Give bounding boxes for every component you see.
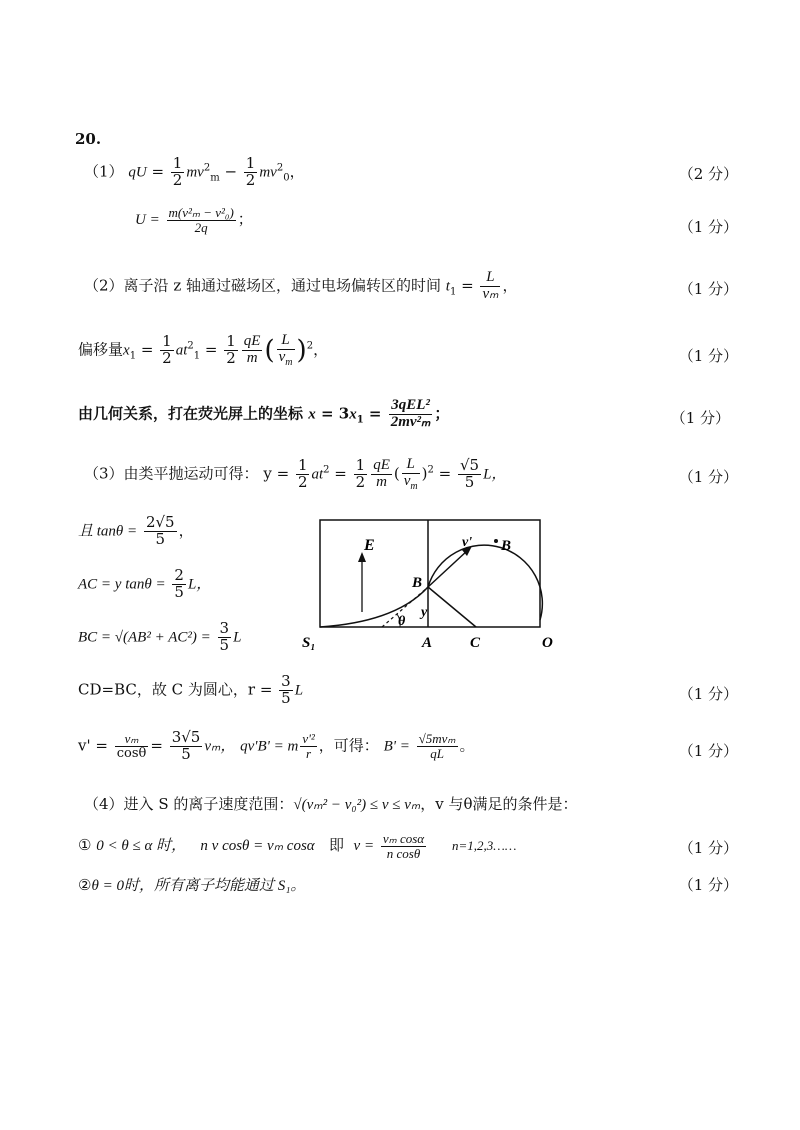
force-tail: ，可得：	[318, 736, 379, 755]
part2-time-points: （1 分）	[678, 280, 738, 298]
label-v-prime: v'	[462, 535, 473, 550]
bc-line	[78, 621, 241, 654]
part2-label: （2）	[84, 276, 124, 295]
label-y: y	[421, 605, 428, 620]
cd-num: 3	[281, 672, 291, 690]
v-eq: =	[150, 736, 163, 755]
label-B-field: B	[501, 538, 512, 554]
label-theta: θ	[398, 614, 406, 629]
cd-points: （1 分）	[678, 685, 738, 703]
label-B-point: B	[412, 575, 423, 591]
part2-geo-points: （1 分）	[670, 409, 730, 427]
part4-cond: ，v 与θ满足的条件是：	[420, 795, 578, 813]
offset-text: 偏移量	[78, 340, 124, 359]
field-box	[320, 520, 540, 627]
ac-line	[78, 568, 211, 601]
cond1-n: n=1,2,3……	[451, 838, 517, 854]
geo-text: 由几何关系，打在荧光屏上的坐标	[78, 404, 304, 423]
cd-text: CD=BC，故 C 为圆心，	[78, 680, 248, 699]
vprime-points: （1 分）	[678, 742, 738, 760]
v-den2: 5	[181, 744, 191, 763]
tan-text: 且 tanθ =	[78, 523, 138, 540]
part4-range-expr: √(vₘ² − v₀²) ≤ v ≤ vₘ	[293, 797, 421, 813]
eq1-half-num: 1	[172, 154, 183, 172]
part1-eq1-points: （2 分）	[678, 165, 738, 183]
eq1-term-a: mv	[186, 164, 204, 181]
cond2-points: （1 分）	[678, 876, 738, 894]
tan-num: 2√5	[145, 513, 175, 531]
cond1-v: v =	[353, 838, 375, 855]
problem-number: 20.	[75, 130, 102, 148]
y-lhs: y =	[263, 464, 290, 483]
part4-range	[84, 793, 578, 814]
bc-den: 5	[219, 635, 230, 654]
part1-eq1: （1） qU = $\frac{1}{2}$ $mv^2_m$ − $\frac{1}{2}$ $mv^2_0$，	[84, 154, 305, 189]
cd-r: r =	[247, 680, 273, 699]
part3-y: （3）由类平抛运动可得： y = $\frac{1}{2}$ $at^2$ = $\frac{1}{2}$ $\frac{qE}{m}$ ( $\frac{L}{v_m}$ )$^2$ = $\frac{√5}{5}$ L，	[84, 456, 507, 492]
bc-tail: L	[233, 629, 242, 646]
cond2-mark: ②	[78, 876, 92, 894]
part1-eq2	[135, 206, 253, 234]
t-num: L	[480, 270, 500, 287]
eq1-term-b: mv	[259, 164, 277, 181]
geometry-diagram	[296, 512, 566, 657]
y-rhs: L，	[483, 466, 507, 483]
eq2-den: 2q	[194, 219, 208, 235]
eq2-num: m(v²ₘ − v²₀)	[168, 205, 234, 220]
eq1-sub-0: 0	[283, 172, 290, 184]
part2-offset: 偏移量$x_1$ = $\frac{1}{2}$ $at^2_1$ = $\frac{1}{2}$ $\frac{qE}{m}$ ( $\frac{L}{v_m}$ )$^2$，	[78, 332, 329, 368]
cond2-line	[78, 874, 305, 895]
geo-tail: ；	[434, 404, 450, 423]
eq1-half-den: 2	[172, 170, 183, 189]
part3-label: （3）	[84, 464, 124, 483]
label-E: E	[364, 537, 375, 554]
b-tail: 。	[459, 736, 475, 755]
part2-geo: 由几何关系，打在荧光屏上的坐标 $x = 3x_1$ = $\frac{\text{3qEL²}}{\text{2mv²ₘ}}$ ；	[78, 397, 450, 430]
part1-eq2-points: （1 分）	[678, 218, 738, 236]
eq1-lhs: qU	[128, 164, 147, 181]
label-S1: S₁	[302, 635, 316, 651]
label-C: C	[470, 635, 481, 651]
tan-line	[78, 515, 194, 548]
eq1-tail: ，	[289, 162, 305, 181]
bc-num: 3	[219, 619, 230, 637]
v-den: cosθ	[116, 745, 147, 761]
label-A: A	[422, 635, 433, 651]
part1-label: （1）	[84, 162, 124, 181]
t-lhs: t	[445, 278, 450, 295]
offset-x: x	[123, 342, 130, 359]
b-num: √5mvₘ	[418, 731, 456, 747]
part3-text: 由类平抛运动可得：	[123, 464, 259, 483]
v-tail: vₘ，	[204, 738, 236, 755]
cd-den: 5	[281, 688, 291, 707]
part2-offset-points: （1 分）	[678, 347, 738, 365]
ac-text: AC = y tanθ =	[78, 576, 166, 593]
part4-label: （4）	[84, 795, 124, 813]
velocity-arrow	[428, 550, 468, 587]
part4-text: 进入 S 的离子速度范围：	[123, 795, 294, 813]
part2-text: 离子沿 z 轴通过磁场区，通过电场偏转区的时间	[123, 276, 441, 295]
tan-tail: ，	[178, 521, 194, 540]
t-den: vₘ	[482, 285, 499, 302]
part3-y-points: （1 分）	[678, 468, 738, 486]
label-O: O	[542, 635, 553, 651]
cond2-text: θ = 0时，所有离子均能通过 S₁。	[91, 878, 306, 894]
ac-tail: L，	[187, 576, 212, 593]
t-tail: ，	[502, 276, 518, 295]
eq1-sub-m: m	[210, 172, 220, 184]
force-num: v'²	[302, 731, 315, 747]
cd-tail: L	[294, 682, 304, 699]
cond1-text: 0 < θ ≤ α 时，	[96, 838, 187, 855]
t-sub: 1	[449, 286, 457, 298]
force-text: qv'B' = m	[240, 738, 299, 755]
v-num: vₘ	[115, 732, 149, 747]
v-text: v' =	[78, 736, 108, 755]
tan-den: 5	[155, 529, 166, 548]
b-den: qL	[430, 745, 444, 761]
b-lhs: B' =	[383, 738, 410, 755]
eq1-half-num-2: 1	[245, 154, 256, 172]
cd-line	[78, 674, 303, 707]
cond1-den: n cosθ	[386, 845, 421, 861]
cond1-eq: n v cosθ = vₘ cosα	[200, 838, 315, 855]
part2-time: （2）离子沿 z 轴通过磁场区，通过电场偏转区的时间 $t_1$ = $\frac{L}{\text{vₘ}}$ ，	[84, 269, 518, 302]
ac-den: 5	[174, 582, 184, 601]
vprime-line	[78, 730, 475, 763]
b-field-dot	[494, 539, 498, 543]
cond1-mark: ①	[78, 836, 92, 855]
cond1-line	[78, 832, 516, 860]
geo-num: 3qEL²	[389, 398, 433, 415]
cond1-num: vₘ cosα	[382, 831, 425, 846]
ac-num: 2	[174, 566, 184, 584]
cond1-points: （1 分）	[678, 839, 738, 857]
eq1-half-den-2: 2	[245, 170, 256, 189]
cond1-ji: 即	[328, 836, 344, 855]
parabolic-path	[320, 587, 428, 627]
bc-text: BC = √(AB² + AC²) =	[78, 629, 211, 646]
eq2-lhs: U =	[135, 212, 160, 229]
geo-den: 2mv²ₘ	[390, 413, 431, 430]
v-num2: 3√5	[171, 728, 201, 746]
eq2-tail: ；	[237, 210, 253, 229]
force-den: r	[306, 745, 312, 761]
radius-bc	[428, 587, 476, 627]
circular-arc	[428, 545, 542, 620]
